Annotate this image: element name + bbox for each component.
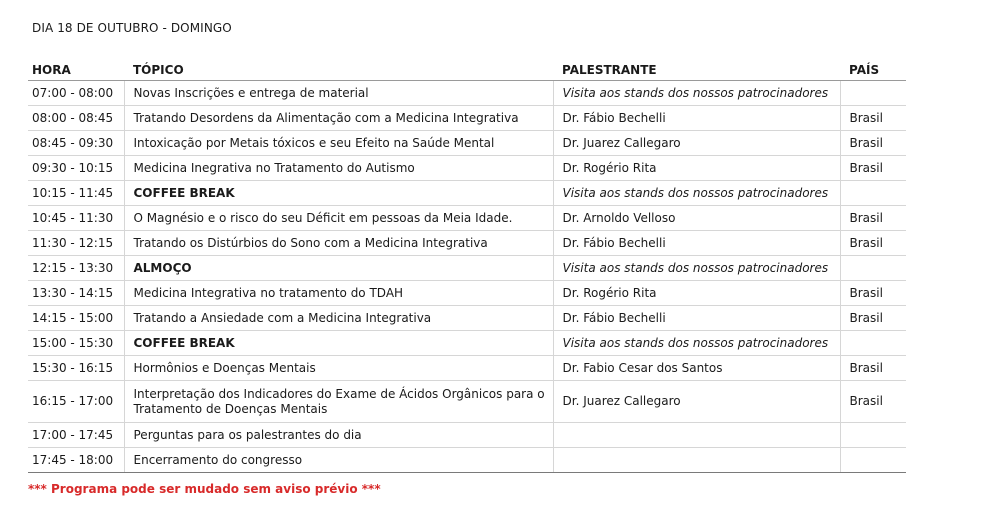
header-topico: TÓPICO: [124, 58, 553, 81]
cell-hora: 10:45 - 11:30: [28, 206, 124, 231]
header-row: [28, 58, 906, 81]
cell-hora: 08:45 - 09:30: [28, 131, 124, 156]
cell-palestrante: Dr. Arnoldo Velloso: [553, 206, 840, 231]
cell-pais: [840, 256, 906, 281]
cell-palestrante: Dr. Rogério Rita: [553, 281, 840, 306]
cell-pais: Brasil: [840, 381, 906, 423]
cell-hora: 08:00 - 08:45: [28, 106, 124, 131]
cell-topico: Tratando Desordens da Alimentação com a Medicina Integrativa: [124, 106, 553, 131]
table-row: [28, 81, 906, 106]
table-row: [28, 381, 906, 423]
cell-hora: 11:30 - 12:15: [28, 231, 124, 256]
cell-pais: [840, 448, 906, 473]
table-row: [28, 131, 906, 156]
cell-pais: Brasil: [840, 106, 906, 131]
cell-pais: [840, 423, 906, 448]
cell-topico: Novas Inscrições e entrega de material: [124, 81, 553, 106]
cell-topico: Interpretação dos Indicadores do Exame de Ácidos Orgânicos para o Tratamento de Doenças Mentais: [124, 381, 553, 423]
table-row: [28, 206, 906, 231]
cell-palestrante: Visita aos stands dos nossos patrocinadores: [553, 181, 840, 206]
header-palestrante: PALESTRANTE: [553, 58, 840, 81]
table-row: [28, 231, 906, 256]
cell-pais: Brasil: [840, 156, 906, 181]
cell-pais: [840, 81, 906, 106]
cell-palestrante: Dr. Rogério Rita: [553, 156, 840, 181]
table-body: [28, 81, 906, 473]
cell-hora: 10:15 - 11:45: [28, 181, 124, 206]
cell-topico: Tratando os Distúrbios do Sono com a Medicina Integrativa: [124, 231, 553, 256]
cell-hora: 15:30 - 16:15: [28, 356, 124, 381]
cell-topico: Perguntas para os palestrantes do dia: [124, 423, 553, 448]
cell-palestrante: [553, 448, 840, 473]
cell-topico: Intoxicação por Metais tóxicos e seu Efeito na Saúde Mental: [124, 131, 553, 156]
cell-pais: [840, 181, 906, 206]
table-row: [28, 306, 906, 331]
cell-hora: 09:30 - 10:15: [28, 156, 124, 181]
table-row: [28, 448, 906, 473]
cell-hora: 15:00 - 15:30: [28, 331, 124, 356]
cell-hora: 14:15 - 15:00: [28, 306, 124, 331]
cell-hora: 17:00 - 17:45: [28, 423, 124, 448]
cell-topico: Medicina Inegrativa no Tratamento do Autismo: [124, 156, 553, 181]
cell-hora: 12:15 - 13:30: [28, 256, 124, 281]
cell-palestrante: Dr. Fábio Bechelli: [553, 306, 840, 331]
cell-palestrante: Dr. Fabio Cesar dos Santos: [553, 356, 840, 381]
cell-palestrante: Visita aos stands dos nossos patrocinadores: [553, 81, 840, 106]
table-row: [28, 281, 906, 306]
table-header: [28, 58, 906, 81]
table-row: [28, 256, 906, 281]
cell-topico: COFFEE BREAK: [124, 181, 553, 206]
cell-palestrante: Dr. Juarez Callegaro: [553, 381, 840, 423]
cell-topico: COFFEE BREAK: [124, 331, 553, 356]
cell-hora: 17:45 - 18:00: [28, 448, 124, 473]
cell-palestrante: Visita aos stands dos nossos patrocinadores: [553, 331, 840, 356]
cell-hora: 16:15 - 17:00: [28, 381, 124, 423]
cell-topico: Encerramento do congresso: [124, 448, 553, 473]
cell-hora: 07:00 - 08:00: [28, 81, 124, 106]
cell-topico: Tratando a Ansiedade com a Medicina Integrativa: [124, 306, 553, 331]
footer-note: *** Programa pode ser mudado sem aviso prévio ***: [28, 482, 381, 496]
table-row: [28, 181, 906, 206]
cell-pais: Brasil: [840, 306, 906, 331]
table-row: [28, 106, 906, 131]
table-row: [28, 331, 906, 356]
schedule-table: [28, 58, 906, 473]
cell-hora: 13:30 - 14:15: [28, 281, 124, 306]
cell-pais: Brasil: [840, 231, 906, 256]
cell-pais: Brasil: [840, 356, 906, 381]
cell-pais: Brasil: [840, 281, 906, 306]
table-row: [28, 356, 906, 381]
cell-palestrante: Dr. Fábio Bechelli: [553, 231, 840, 256]
page-title: DIA 18 DE OUTUBRO - DOMINGO: [32, 21, 232, 35]
table-row: [28, 156, 906, 181]
cell-topico: Medicina Integrativa no tratamento do TDAH: [124, 281, 553, 306]
header-pais: PAÍS: [840, 58, 906, 81]
cell-palestrante: Dr. Fábio Bechelli: [553, 106, 840, 131]
cell-palestrante: Dr. Juarez Callegaro: [553, 131, 840, 156]
cell-topico: Hormônios e Doenças Mentais: [124, 356, 553, 381]
cell-palestrante: Visita aos stands dos nossos patrocinadores: [553, 256, 840, 281]
cell-palestrante: [553, 423, 840, 448]
cell-pais: Brasil: [840, 206, 906, 231]
table-row: [28, 423, 906, 448]
header-hora: HORA: [28, 58, 124, 81]
cell-pais: Brasil: [840, 131, 906, 156]
cell-pais: [840, 331, 906, 356]
cell-topico: O Magnésio e o risco do seu Déficit em pessoas da Meia Idade.: [124, 206, 553, 231]
cell-topico: ALMOÇO: [124, 256, 553, 281]
